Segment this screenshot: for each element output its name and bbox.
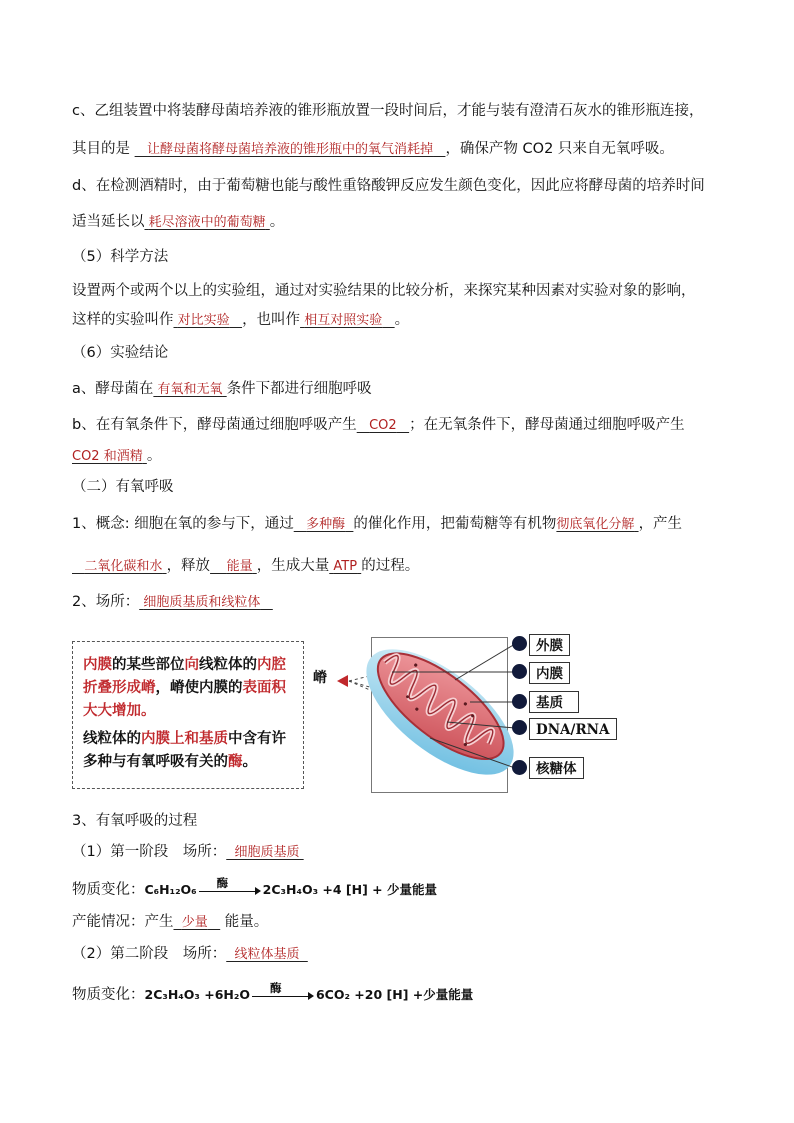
label-marker-icon <box>512 720 527 735</box>
answer-blank: 线粒体基质 <box>234 947 300 962</box>
equation-stage1: 物质变化：C₆H₁₂O₆ 酶 2C₃H₄O₃ +4 [H] + 少量能量 <box>72 876 437 898</box>
line-p3: 3、有氧呼吸的过程 <box>72 813 198 829</box>
line-d2: 适当延长以 耗尽溶液中的葡萄糖 。 <box>72 214 285 230</box>
answer-blank: 相互对照实验 <box>304 313 383 328</box>
answer-blank: CO2 <box>369 418 397 433</box>
line-energy1: 产能情况：产生 少量 能量。 <box>72 914 269 930</box>
answer-blank: 让酵母菌将酵母菌培养液的锥形瓶中的氧气消耗掉 <box>147 142 434 157</box>
answer-blank: 细胞质基质 <box>234 845 300 860</box>
answer-blank: 二氧化碳和水 <box>84 559 163 574</box>
equation-stage2: 物质变化：2C₃H₄O₃ +6H₂O 酶 6CO₂ +20 [H] +少量能量 <box>72 981 474 1003</box>
line-d1: d、在检测酒精时，由于葡萄糖也能与酸性重铬酸钾反应发生颜色变化，因此应将酵母菌的培养时间 <box>72 178 705 194</box>
text: 其目的是 <box>72 141 130 157</box>
line-b: b、在有氧条件下，酵母菌通过细胞呼吸产生 CO2 ；在无氧条件下，酵母菌通过细胞呼吸产生 <box>72 417 685 433</box>
enzyme-arrow-icon: 酶 <box>252 988 314 1002</box>
line-g2: 二氧化碳和水 ，释放 能量 ，生成大量 ATP 的过程。 <box>72 556 419 577</box>
cristae-label: 嵴 <box>313 670 327 686</box>
label-marker-icon <box>512 664 527 679</box>
enzyme-note: 线粒体的内膜上和基质中含有许多种与有氧呼吸有关的酶。 <box>83 731 286 770</box>
line-g1: 1、概念: 细胞在氧的参与下，通过 多种酶 的催化作用，把葡萄糖等有机物彻底氧化分解 ，产生 <box>72 516 683 532</box>
line-stage2: （2）第二阶段 场所： 线粒体基质 <box>72 944 308 965</box>
line-c2: 其目的是 让酵母菌将酵母菌培养液的锥形瓶中的氧气消耗掉 ，确保产物 CO2 只来自无氧呼吸。 <box>72 141 674 157</box>
label-marker-icon <box>512 694 527 709</box>
section-6-heading: （6）实验结论 <box>72 345 169 361</box>
label-marker-icon <box>512 636 527 651</box>
line-stage1: （1）第一阶段 场所： 细胞质基质 <box>72 842 304 863</box>
answer-blank: CO2 和酒精 <box>72 449 143 464</box>
line-m1: 设置两个或两个以上的实验组，通过对实验结果的比较分析，来探究某种因素对实验对象的影响， <box>72 283 696 299</box>
line-c1: c、乙组装置中将装酵母菌培养液的锥形瓶放置一段时间后，才能与装有澄清石灰水的锥形瓶连接， <box>72 103 704 119</box>
line-p2: 2、场所： 细胞质基质和线粒体 <box>72 592 273 613</box>
line-a: a、酵母菌在 有氧和无氧 条件下都进行细胞呼吸 <box>72 381 372 397</box>
section-er-heading: （二）有氧呼吸 <box>72 479 174 495</box>
label-outer-membrane: 外膜 <box>529 634 570 656</box>
answer-blank: 彻底氧化分解 <box>556 517 635 532</box>
enzyme-arrow-icon: 酶 <box>199 883 261 897</box>
answer-blank: 耗尽溶液中的葡萄糖 <box>148 215 266 230</box>
label-dna-rna: DNA/RNA <box>529 718 617 740</box>
answer-blank: 细胞质基质和线粒体 <box>143 595 261 610</box>
label-matrix: 基质 <box>529 691 579 713</box>
line-m2: 这样的实验叫作 对比实验 ，也叫作 相互对照实验 。 <box>72 312 410 328</box>
cristae-note: 内膜的某些部位向线粒体的内腔折叠形成嵴，嵴使内膜的表面积大大增加。 <box>83 657 286 719</box>
answer-blank: 对比实验 <box>177 313 230 328</box>
answer-blank: 有氧和无氧 <box>157 382 223 397</box>
answer-blank: 能量 <box>226 559 253 574</box>
label-inner-membrane: 内膜 <box>529 662 570 684</box>
answer-blank: 少量 <box>181 915 208 930</box>
section-5-heading: （5）科学方法 <box>72 249 169 265</box>
answer-blank: 多种酶 <box>306 517 346 532</box>
line-b2: CO2 和酒精 。 <box>72 448 162 464</box>
answer-blank: ATP <box>333 559 358 574</box>
label-ribosome: 核糖体 <box>529 757 584 779</box>
label-marker-icon <box>512 760 527 775</box>
